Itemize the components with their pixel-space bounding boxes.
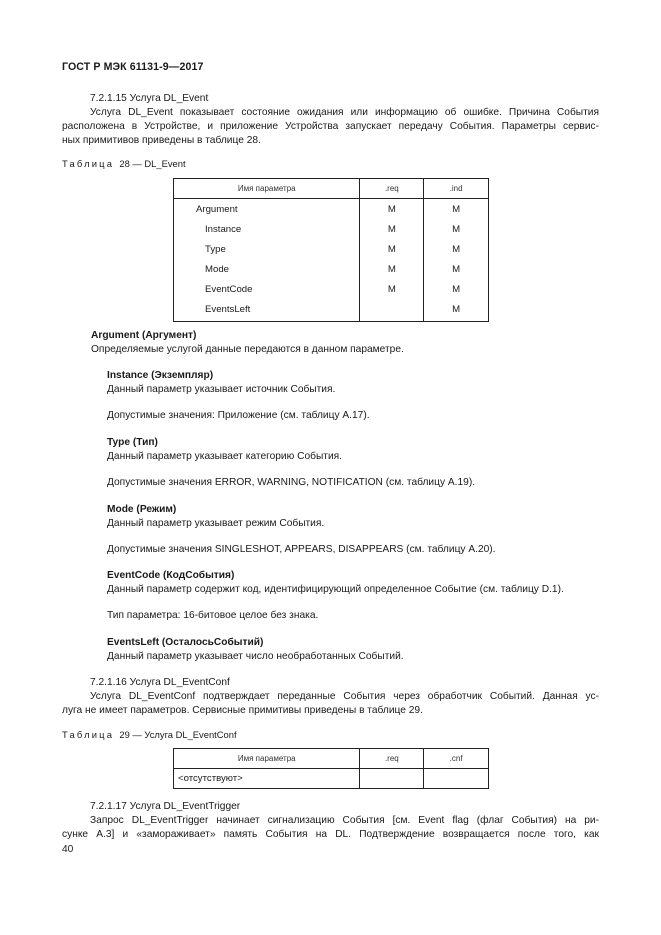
table-row [174, 769, 489, 789]
param-desc-mode: Данный параметр указывает режим События. [107, 518, 325, 529]
name-column [174, 199, 360, 322]
table-body-row [174, 199, 489, 322]
table-caption-label: Таблица [62, 158, 115, 169]
table-cell: M [452, 284, 461, 295]
paragraph-line: расположена в Устройстве, и приложение Устройства запускает передачу События. Параметры сервис- [62, 121, 599, 132]
param-desc-argument: Определяемые услугой данные передаются в данном параметре. [91, 344, 404, 355]
section-heading: 7.2.1.17 Услуга DL_EventTrigger [90, 801, 241, 812]
table-caption-label: Таблица [62, 729, 115, 740]
column-header-name: Имя параметра [174, 749, 360, 769]
table-cell: M [452, 264, 461, 275]
req-column [360, 199, 424, 322]
param-values-mode: Допустимые значения SINGLESHOT, APPEARS, DISAPPEARS (см. таблицу A.20). [107, 544, 496, 555]
param-values-type: Допустимые значения ERROR, WARNING, NOTIFICATION (см. таблицу A.19). [107, 477, 476, 488]
paragraph-line: Услуга DL_EventConf подтверждает переданные События через обработчик Событий. Данная ус- [90, 691, 599, 702]
table-cell: EventsLeft [205, 304, 251, 315]
table-cell: M [452, 244, 461, 255]
param-desc-eventcode: Данный параметр содержит код, идентифицирующий определенное Событие (см. таблицу D.1). [107, 584, 564, 595]
section-heading: 7.2.1.15 Услуга DL_Event [90, 93, 209, 104]
table-cell: Argument [196, 204, 238, 215]
param-title-eventcode: EventCode (КодСобытия) [107, 570, 235, 581]
param-title-instance: Instance (Экземпляр) [107, 370, 214, 381]
column-header-req: .req [360, 749, 424, 769]
table-cell: M [452, 204, 461, 215]
column-header-cnf: .cnf [424, 749, 489, 769]
column-header-ind: .ind [424, 179, 489, 199]
paragraph-line: ных примитивов приведены в таблице 28. [62, 135, 261, 146]
ind-column [424, 199, 489, 322]
paragraph-line: Услуга DL_Event показывает состояние ожидания или информацию об ошибке. Причина События [90, 107, 599, 118]
table-header-row [174, 749, 489, 769]
table-cell: M [387, 284, 396, 295]
page-number: 40 [62, 844, 74, 855]
param-title-mode: Mode (Режим) [107, 504, 177, 515]
section-heading: 7.2.1.16 Услуга DL_EventConf [90, 677, 230, 688]
section-paragraph [62, 690, 599, 718]
table-caption-text: 28 — DL_Event [119, 158, 186, 169]
table-cell: M [387, 244, 396, 255]
paragraph-line: Запрос DL_EventTrigger начинает сигнализацию События [см. Event flag (флаг События) на ри- [90, 815, 599, 826]
table-cell: M [387, 264, 396, 275]
table-cell [360, 769, 424, 789]
table-cell: Type [205, 244, 226, 255]
table-cell [424, 769, 489, 789]
table-caption-text: 29 — Услуга DL_EventConf [119, 729, 237, 740]
table-cell: M [387, 224, 396, 235]
table-cell: <отсутствуют> [174, 769, 360, 789]
paragraph-line: луга не имеет параметров. Сервисные примитивы приведены в таблице 29. [62, 705, 423, 716]
table-cell [360, 300, 423, 320]
param-desc-instance: Данный параметр указывает источник События. [107, 384, 336, 395]
table-29 [173, 748, 489, 789]
section-paragraph [62, 106, 599, 148]
column-header-req: .req [360, 179, 424, 199]
table-header-row [174, 179, 489, 199]
document-header: ГОСТ Р МЭК 61131-9—2017 [62, 61, 204, 73]
table-cell: Instance [205, 224, 242, 235]
column-header-name: Имя параметра [174, 179, 360, 199]
table-cell: M [452, 304, 461, 315]
table-caption [62, 728, 237, 742]
param-title-type: Type (Тип) [107, 437, 158, 448]
table-cell: EventCode [205, 284, 253, 295]
table-cell: M [452, 224, 461, 235]
param-values-eventcode: Тип параметра: 16-битовое целое без знака. [107, 610, 319, 621]
param-title-argument: Argument (Аргумент) [91, 330, 197, 341]
section-paragraph [62, 814, 599, 842]
param-values-instance: Допустимые значения: Приложение (см. таблицу A.17). [107, 410, 370, 421]
table-cell: Mode [205, 264, 229, 275]
param-title-eventsleft: EventsLeft (ОсталосьСобытий) [107, 637, 264, 648]
paragraph-line: сунке A.3] и «замораживает» память События на DL. Подтверждение возвращается после того, как [62, 829, 599, 840]
param-desc-type: Данный параметр указывает категорию События. [107, 451, 342, 462]
table-caption [62, 157, 186, 171]
table-cell: M [387, 204, 396, 215]
table-28 [173, 178, 489, 322]
param-desc-eventsleft: Данный параметр указывает число необработанных Событий. [107, 651, 404, 662]
